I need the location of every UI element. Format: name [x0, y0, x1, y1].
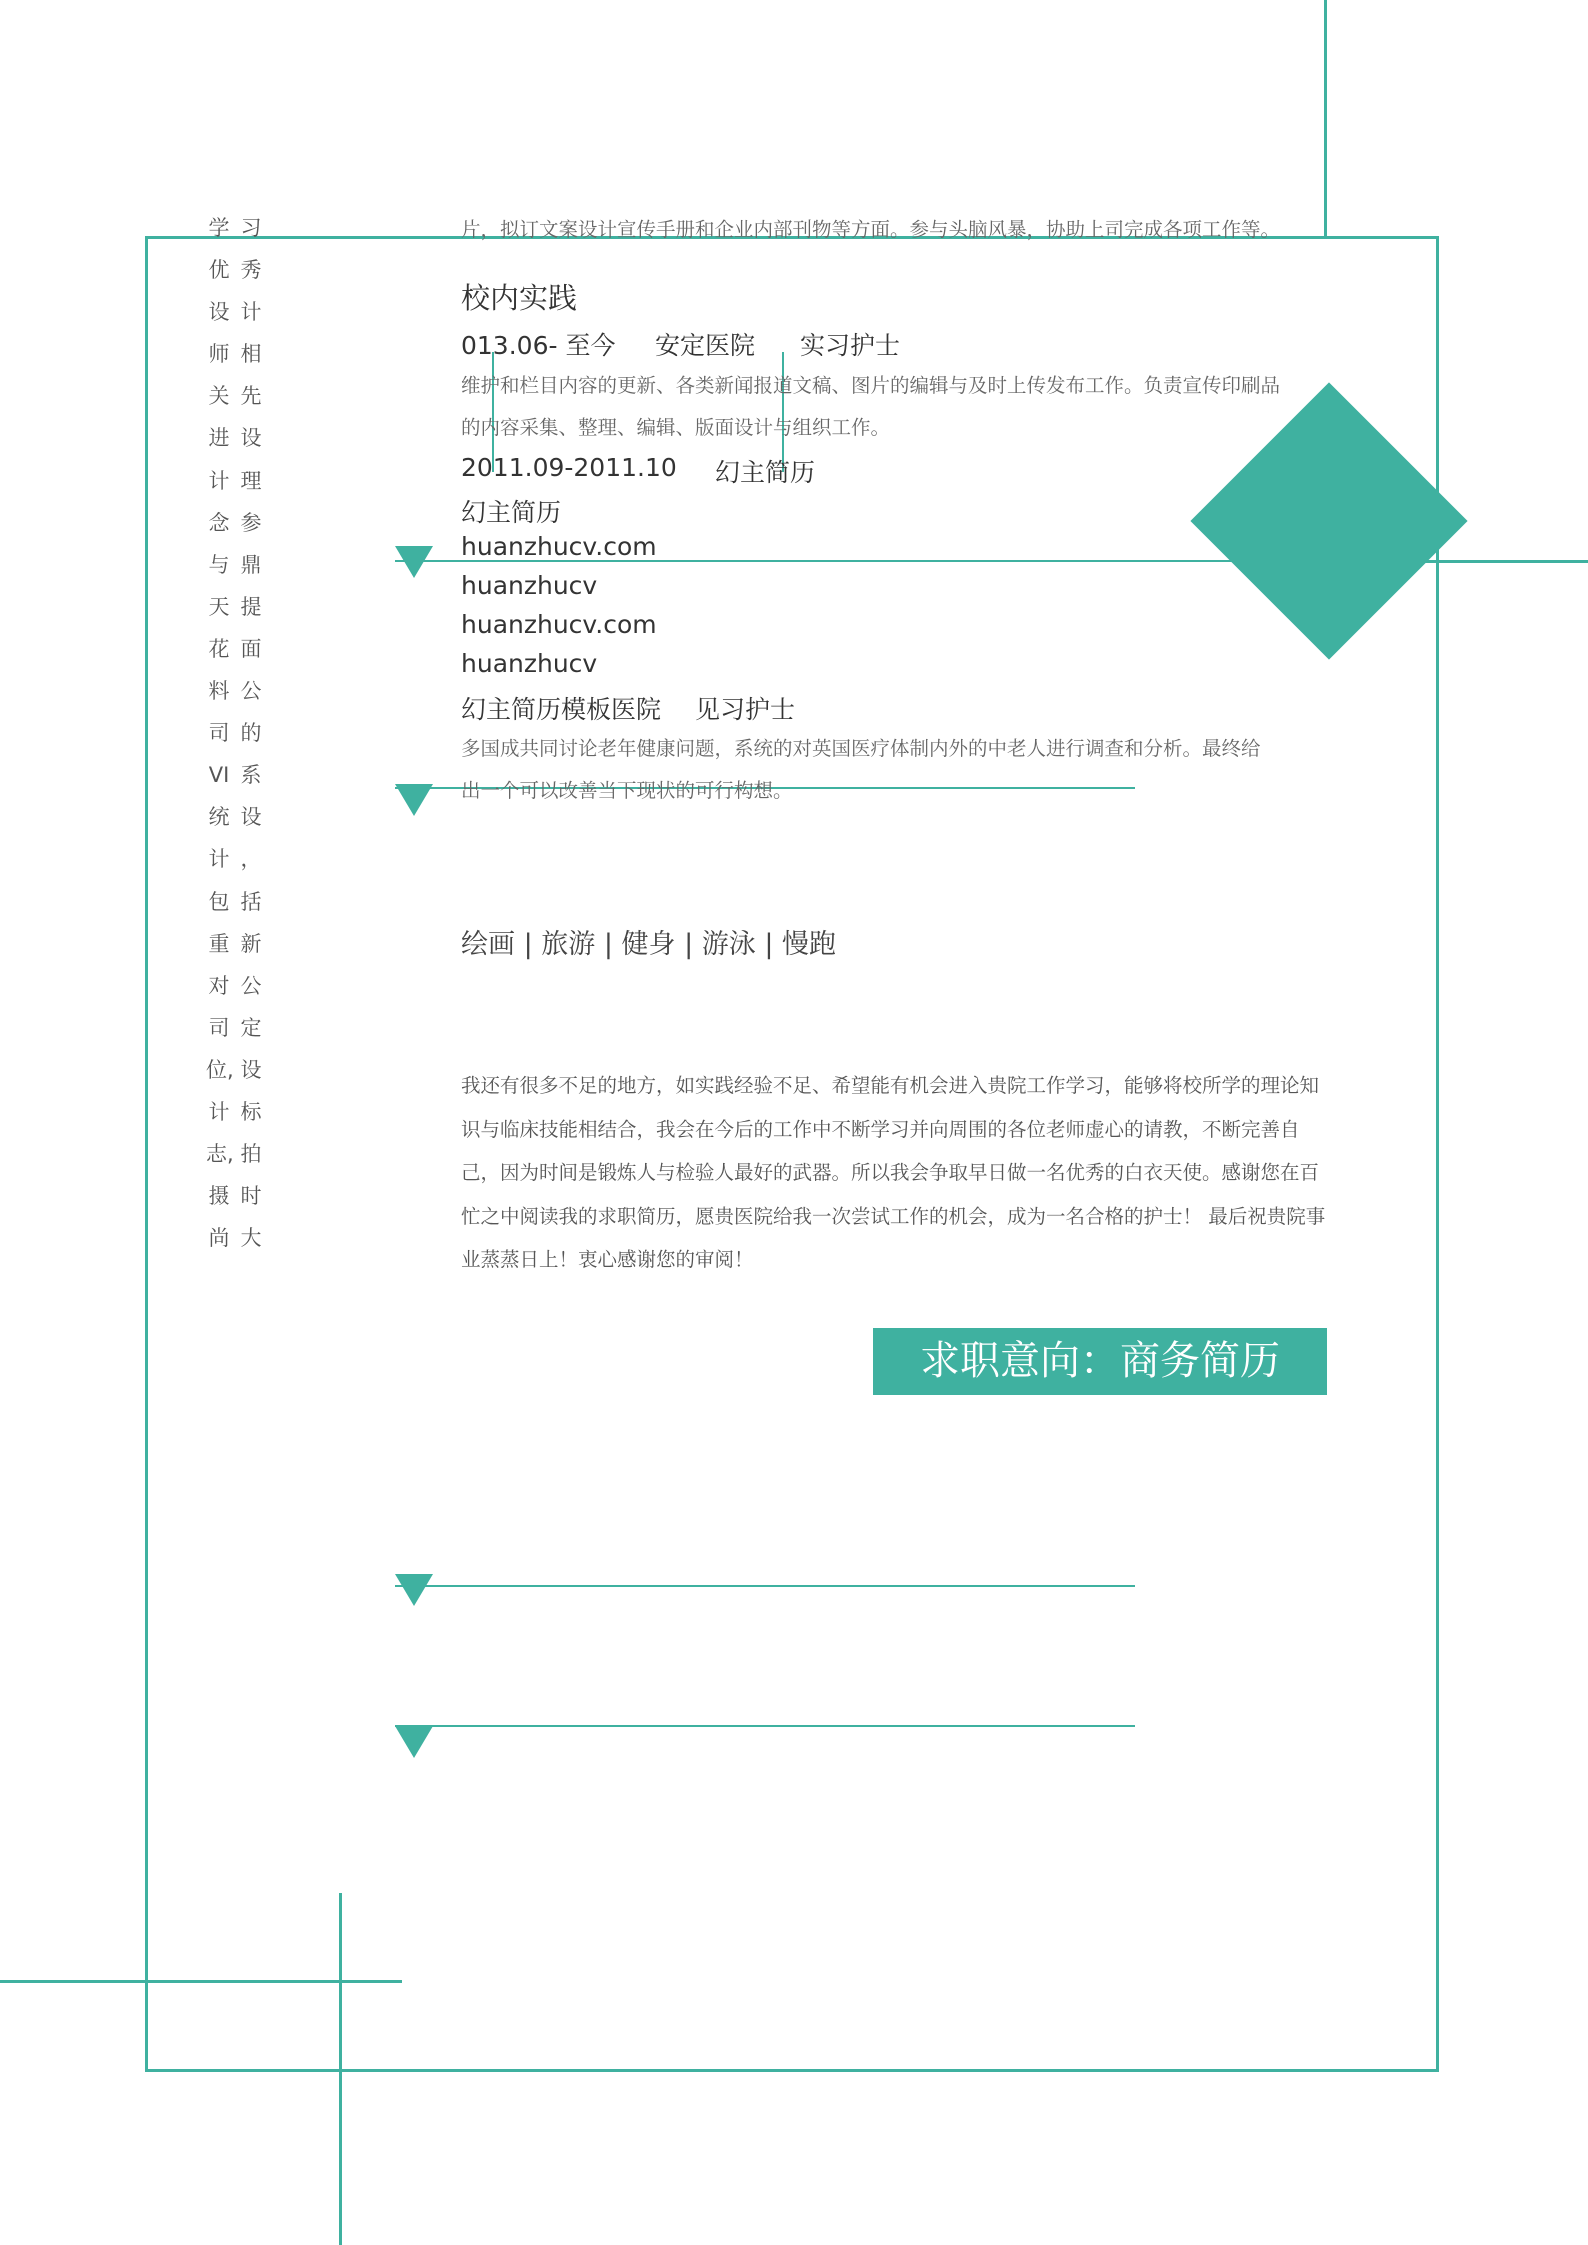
- entry1-desc-1: 维护和栏目内容的更新、各类新闻报道文稿、图片的编辑与及时上传发布工作。负责宣传印刷品: [461, 374, 1281, 397]
- sidebar-char: VI: [208, 763, 230, 788]
- sidebar-char: 先: [240, 384, 262, 409]
- entry3-role: 见习护士: [695, 695, 796, 724]
- section-marker-icon-3: [395, 1574, 433, 1606]
- sidebar-char: 标: [240, 1099, 262, 1124]
- sidebar-char: 花: [208, 636, 230, 661]
- job-intention-banner: 求职意向：商务简历: [873, 1328, 1327, 1395]
- sidebar-char: 计: [208, 1099, 230, 1124]
- sidebar-char: 志,: [206, 1142, 234, 1167]
- section-marker-icon-2: [395, 784, 433, 816]
- sidebar-char: 习: [240, 216, 262, 240]
- sidebar-char: 设: [240, 426, 262, 451]
- sidebar-char: 念: [208, 510, 230, 535]
- sidebar-char: 设: [240, 805, 262, 830]
- left-bottom-vertical-line: [339, 1893, 342, 2245]
- entry3-desc-1: 多国成共同讨论老年健康问题，系统的对英国医疗体制内外的中老人进行调查和分析。最终给: [461, 737, 1261, 760]
- sidebar-char: 的: [240, 721, 262, 746]
- entry1-role: 实习护士: [800, 331, 901, 360]
- sidebar-char: 料: [208, 679, 230, 704]
- sidebar-char: 进: [208, 426, 230, 451]
- entry1-date: 013.06- 至今: [461, 331, 616, 360]
- sidebar-char: 统: [208, 805, 230, 830]
- entry2-line-2: huanzhucv.com: [461, 532, 657, 561]
- sidebar-char: 学: [208, 216, 230, 240]
- hobbies-list: 绘画 | 旅游 | 健身 | 游泳 | 慢跑: [461, 929, 837, 960]
- sidebar-char: 新: [240, 931, 262, 956]
- entry2-line-4: huanzhucv.com: [461, 610, 657, 639]
- sidebar-vertical-text-right: [238, 213, 264, 1265]
- sidebar-char: 与: [208, 552, 230, 577]
- sidebar-char: 定: [240, 1015, 262, 1040]
- sidebar-char: 对: [208, 973, 230, 998]
- sidebar-char: 系: [240, 763, 262, 788]
- sidebar-char: 优: [208, 258, 230, 283]
- sidebar-char: 重: [208, 931, 230, 956]
- sidebar-char: 理: [240, 468, 262, 493]
- sidebar-char: 提: [240, 594, 262, 619]
- section-line-4: [395, 1725, 1135, 1727]
- top-right-vertical-line: [1324, 0, 1327, 236]
- sidebar-char: 师: [208, 342, 230, 367]
- section-marker-icon-4: [395, 1726, 433, 1758]
- entry2-line-3: huanzhucv: [461, 571, 598, 600]
- sidebar-char: 拍: [240, 1142, 262, 1167]
- sidebar-char: 摄: [208, 1184, 230, 1209]
- entry2-org: 幻主简历: [715, 458, 816, 487]
- sidebar-char: 包: [208, 889, 230, 914]
- campus-practice-heading: 校内实践: [461, 281, 578, 315]
- sidebar-vertical-text-left: [206, 213, 232, 1265]
- left-bottom-horizontal-line: [0, 1980, 402, 1983]
- sidebar-char: 大: [240, 1226, 262, 1251]
- sidebar-char: 公: [240, 973, 262, 998]
- sidebar-char: 司: [208, 721, 230, 746]
- entry1-org: 安定医院: [655, 331, 756, 360]
- entry3-desc-2: 出一个可以改善当下现状的可行构想。: [461, 779, 793, 802]
- sidebar-char: 关: [208, 384, 230, 409]
- entry2-line-5: huanzhucv: [461, 649, 598, 678]
- section-line-3: [395, 1585, 1135, 1587]
- sidebar-char: 计: [208, 468, 230, 493]
- sidebar-char: 相: [240, 342, 262, 367]
- sidebar-char: 面: [240, 636, 262, 661]
- sidebar-char: 参: [240, 510, 262, 535]
- entry1-desc-2: 的内容采集、整理、编辑、版面设计与组织工作。: [461, 416, 891, 439]
- entry2-line-1: 幻主简历: [461, 498, 562, 527]
- sidebar-char: 括: [240, 889, 262, 914]
- entry3-org: 幻主简历模板医院: [461, 695, 662, 724]
- sidebar-char: 计: [208, 847, 230, 872]
- sidebar-char: 公: [240, 679, 262, 704]
- self-evaluation-text: 我还有很多不足的地方，如实践经验不足、希望能有机会进入贵院工作学习，能够将校所学的理论知识与临床技能相结合，我会在今后的工作中不断学习并向周围的各位老师虚心的请教，不断完善自己，因为时间是锻炼人与检验人最好的武器。所以我会争取早日做一名优秀的白衣天使。感谢您在百忙之中阅读我的求职简历，愿贵医院给我一次尝试工作的机会，成为一名合格的护士！ 最后祝贵院事业蒸蒸日上！衷心感谢您的审阅！: [461, 1074, 1326, 1271]
- section-marker-icon-1: [395, 546, 433, 578]
- sidebar-char: 位,: [206, 1057, 234, 1082]
- sidebar-char: 设: [208, 300, 230, 325]
- sidebar-char: 时: [240, 1184, 262, 1209]
- sidebar-char: ，: [240, 847, 262, 872]
- sidebar-char: 鼎: [240, 552, 262, 577]
- sidebar-char: 秀: [240, 258, 262, 283]
- sidebar-char: 司: [208, 1015, 230, 1040]
- sidebar-char: 计: [240, 300, 262, 325]
- sidebar-char: 尚: [208, 1226, 230, 1251]
- entry2-date: 2011.09-2011.10: [461, 453, 677, 482]
- top-description-line: 片，拟订文案设计宣传手册和企业内部刊物等方面。参与头脑风暴，协助上司完成各项工作等。: [461, 218, 1281, 241]
- right-horizontal-line: [1405, 560, 1588, 563]
- sidebar-char: 设: [240, 1057, 262, 1082]
- sidebar-char: 天: [208, 594, 230, 619]
